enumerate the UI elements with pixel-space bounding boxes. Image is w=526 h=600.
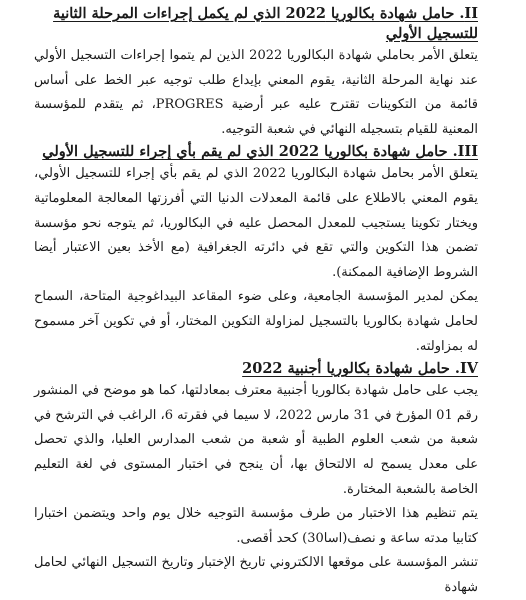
section-iv-paragraph-3: تنشر المؤسسة على موقعها الالكتروني تاريخ الإختبار وتاريخ التسجيل النهائي لحامل شهادة: [34, 555, 478, 595]
section-heading-iii: III. حامل شهادة بكالوريا 2022 الذي لم يقم بأي إجراء للتسجيل الأولي: [42, 143, 478, 161]
section-iii-paragraph-2: يمكن لمدير المؤسسة الجامعية، وعلى ضوء المقاعد البيداغوجية المتاحة، السماح لحامل شهادة بكالوريا بالتسجيل لمزاولة التكوين المختار، أو في تكوين آخر مسموح له بمزاولته.: [34, 289, 478, 354]
section-heading-ii: II. حامل شهادة بكالوريا 2022 الذي لم يكمل إجراءات المرحلة الثانية للتسجيل الأولي: [53, 5, 478, 42]
section-iv-paragraph-1: يجب على حامل شهادة بكالوريا أجنبية معترف بمعادلتها، كما هو موضح في المنشور رقم 01 المؤرخ في 31 مارس 2022، لا سيما في فقرته 6، الراغب في الترشح في شعبة من شعب العلوم الطبية أو شعبة من شعب المدارس العليا، والذي تحصل على معدل يسمح له الالتحاق بها، أن ينجح في اختبار المستوى في لغة التعليم الخاصة بالشعبة المختارة.: [34, 383, 479, 497]
section-heading-iv: IV. حامل شهادة بكالوريا أجنبية 2022: [242, 360, 478, 378]
section-ii-paragraph-1: يتعلق الأمر بحاملي شهادة البكالوريا 2022 الذين لم يتموا إجراءات التسجيل الأولي عند نهاية المرحلة الثانية، يقوم المعني بإيداع طلب توجيه عبر الخط على أساس قائمة من التكوينات تقترح عليه عبر أرضية PROGRES، ثم يتقدم للمؤسسة المعنية للقيام بتسجيله النهائي في شعبة التوجيه.: [34, 48, 478, 137]
section-iii-paragraph-1: يتعلق الأمر بحامل شهادة البكالوريا 2022 الذي لم يقم بأي إجراء للتسجيل الأولي، يقوم المعني بالاطلاع على قائمة المعدلات الدنيا التي أفرزتها المعالجة المعلوماتية ويختار تكوينا يستجيب للمعدل المحصل عليه في البكالوريا، ثم يتوجه نحو مؤسسة تضمن هذا التكوين والتي تقع في دائرته الجغرافية (مع الأخذ بعين الاعتبار أيضا الشروط الإضافية الممكنة).: [34, 166, 478, 280]
section-iv-paragraph-2: يتم تنظيم هذا الاختبار من طرف مؤسسة التوجيه خلال يوم واحد ويتضمن اختبارا كتابيا مدته ساعة و نصف(اسا30) كحد أقصى.: [34, 506, 478, 546]
